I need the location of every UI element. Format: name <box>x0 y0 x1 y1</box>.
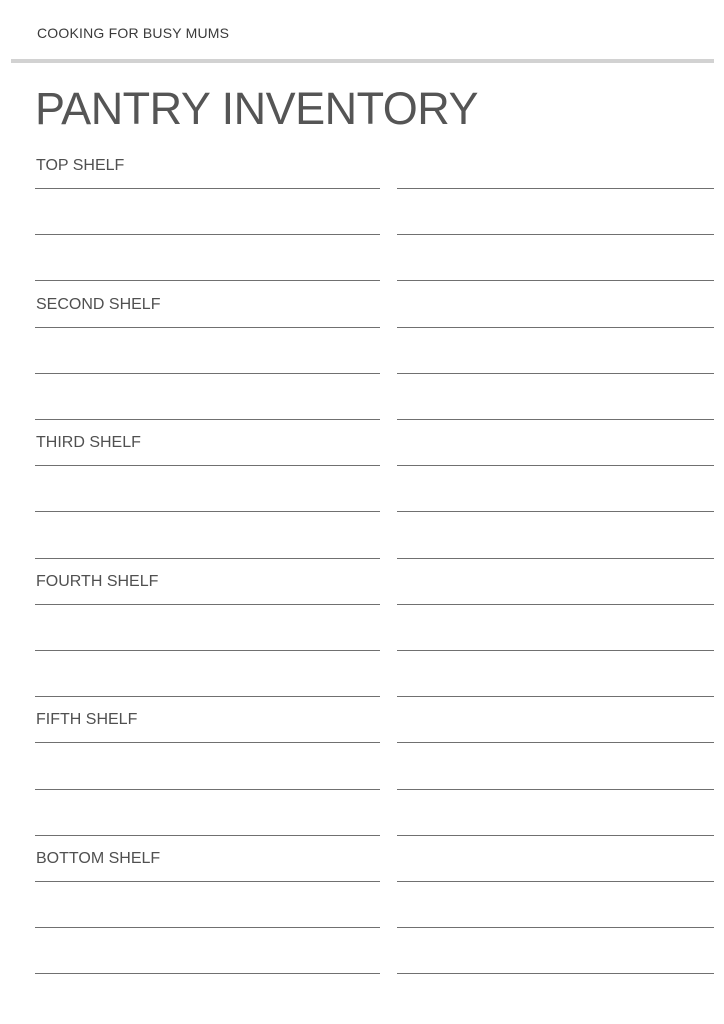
entry-line-right[interactable] <box>397 327 714 328</box>
entry-line-right[interactable] <box>397 234 714 235</box>
entry-line-right[interactable] <box>397 419 714 420</box>
entry-line-left[interactable] <box>35 234 380 235</box>
entry-line-right[interactable] <box>397 742 714 743</box>
entry-line-left[interactable] <box>35 373 380 374</box>
entry-line-right[interactable] <box>397 789 714 790</box>
entry-line-left[interactable] <box>35 511 380 512</box>
entry-line-right[interactable] <box>397 280 714 281</box>
entry-line-right[interactable] <box>397 835 714 836</box>
entry-line-left[interactable] <box>35 327 380 328</box>
entry-line-right[interactable] <box>397 881 714 882</box>
entry-line-right[interactable] <box>397 927 714 928</box>
entry-line-left[interactable] <box>35 604 380 605</box>
shelf-label: SECOND SHELF <box>36 296 161 313</box>
shelf-label: THIRD SHELF <box>36 434 141 451</box>
entry-line-right[interactable] <box>397 373 714 374</box>
entry-line-left[interactable] <box>35 881 380 882</box>
entry-line-left[interactable] <box>35 188 380 189</box>
entry-line-left[interactable] <box>35 280 380 281</box>
entry-line-right[interactable] <box>397 604 714 605</box>
shelf-label: BOTTOM SHELF <box>36 850 161 867</box>
entry-line-left[interactable] <box>35 927 380 928</box>
shelf-label: FOURTH SHELF <box>36 573 159 590</box>
entry-line-left[interactable] <box>35 465 380 466</box>
entry-line-right[interactable] <box>397 511 714 512</box>
entry-line-left[interactable] <box>35 650 380 651</box>
entry-line-right[interactable] <box>397 558 714 559</box>
entry-line-left[interactable] <box>35 696 380 697</box>
shelf-label: FIFTH SHELF <box>36 711 138 728</box>
entry-line-left[interactable] <box>35 419 380 420</box>
entry-line-right[interactable] <box>397 696 714 697</box>
brand-label: COOKING FOR BUSY MUMS <box>37 25 230 41</box>
page-title: PANTRY INVENTORY <box>35 83 478 134</box>
entry-line-left[interactable] <box>35 789 380 790</box>
shelf-label: TOP SHELF <box>36 157 125 174</box>
entry-line-left[interactable] <box>35 558 380 559</box>
entry-line-right[interactable] <box>397 650 714 651</box>
entry-line-left[interactable] <box>35 742 380 743</box>
entry-line-left[interactable] <box>35 835 380 836</box>
entry-line-right[interactable] <box>397 465 714 466</box>
entry-line-right[interactable] <box>397 188 714 189</box>
header-rule <box>11 59 714 63</box>
entry-line-right[interactable] <box>397 973 714 974</box>
entry-line-left[interactable] <box>35 973 380 974</box>
